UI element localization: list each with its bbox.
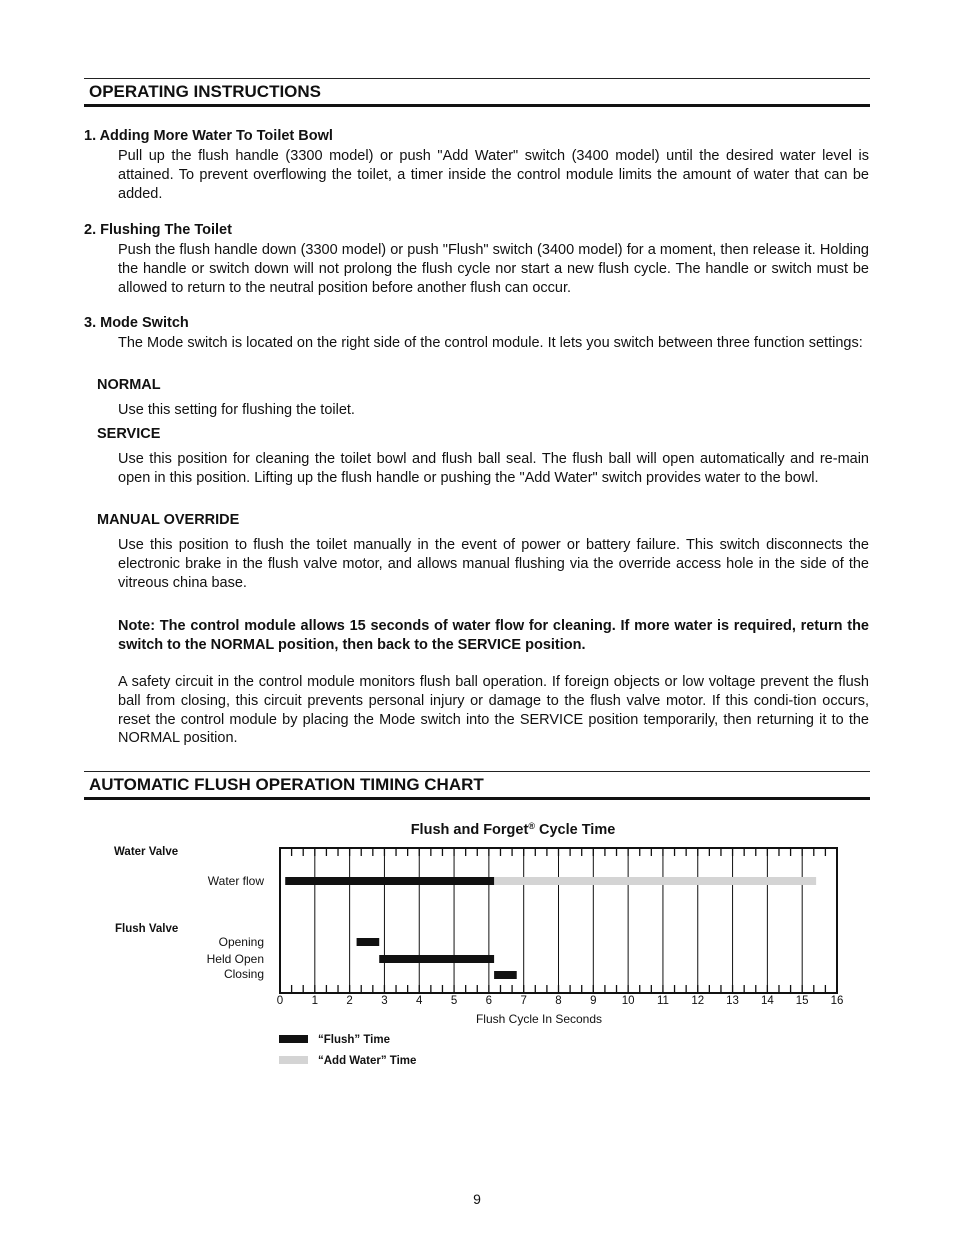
tick-label: 4	[416, 995, 423, 1007]
legend-swatch-flush	[279, 1035, 308, 1043]
tick-label: 7	[520, 995, 527, 1007]
bar-flush	[357, 938, 380, 946]
note-paragraph: Note: The control module allows 15 seconds of water flow for cleaning. If more water is required, return the switch to the NORMAL position, then back to the SERVICE position.	[118, 618, 869, 653]
tick-label: 16	[830, 995, 844, 1007]
timing-chart	[0, 810, 954, 1080]
section-header-timing-chart	[84, 771, 870, 800]
x-axis-label: Flush Cycle In Seconds	[475, 1012, 603, 1026]
item-heading: 3. Mode Switch	[84, 315, 189, 331]
tick-label: 15	[795, 995, 809, 1007]
item-heading: 2. Flushing The Toilet	[84, 222, 232, 238]
item-body: Pull up the flush handle (3300 model) or push "Add Water" switch (3400 model) until the desired water level is attained. To prevent overflowing the toilet, a timer inside the control module limits the amount of water that can be added.	[118, 148, 869, 202]
section-title: OPERATING INSTRUCTIONS	[89, 82, 322, 101]
page-number: 9	[473, 1191, 481, 1207]
subheading-override: MANUAL OVERRIDE	[97, 512, 240, 528]
row-label: Held Open	[206, 952, 264, 966]
bar-flush	[494, 971, 517, 979]
chart-title: Flush and Forget® Cycle Time	[410, 821, 616, 838]
tick-label: 6	[485, 995, 493, 1007]
tick-label: 5	[450, 995, 458, 1007]
tick-label: 1	[311, 995, 319, 1007]
item-body: Push the flush handle down (3300 model) or push "Flush" switch (3400 model) for a moment, then release it. Holding the handle or switch down will not prolong the flush cycle nor start a new flush cycle. The handle or switch must be allowed to return to the neutral position before another flush can occur.	[118, 242, 869, 296]
item-body: The Mode switch is located on the right side of the control module. It lets you switch between three function settings:	[118, 335, 863, 351]
tick-label: 14	[760, 995, 774, 1007]
section-header-operating	[84, 78, 870, 107]
item-heading: 1. Adding More Water To Toilet Bowl	[84, 128, 333, 144]
safety-paragraph: A safety circuit in the control module monitors flush ball operation. If foreign objects or low voltage prevent the flush ball from closing, this circuit prevents personal injury or damage to the flush valve motor. If this condi-tion occurs, reset the control module by placing the Mode switch into the SERVICE position temporarily, then returning it to the NORMAL position.	[118, 674, 869, 747]
legend-label-add-water: “Add Water” Time	[318, 1055, 417, 1067]
row-label: Water flow	[207, 874, 264, 888]
bar-add-water	[494, 877, 816, 885]
tick-label: 10	[621, 995, 635, 1007]
group-label-water-valve: Water Valve	[114, 846, 179, 858]
group-label-flush-valve: Flush Valve	[115, 923, 179, 935]
legend-swatch-add-water	[279, 1056, 308, 1064]
normal-body: Use this setting for flushing the toilet.	[118, 402, 355, 418]
subheading-service: SERVICE	[97, 426, 161, 442]
row-label: Closing	[223, 967, 264, 981]
legend-label-flush: “Flush” Time	[318, 1034, 390, 1046]
bar-flush	[379, 955, 494, 963]
tick-label: 3	[381, 995, 388, 1007]
tick-label: 11	[656, 995, 669, 1007]
tick-label: 8	[555, 995, 562, 1007]
tick-label: 2	[346, 995, 353, 1007]
tick-label: 0	[276, 995, 284, 1007]
bar-flush	[285, 877, 494, 885]
row-label: Opening	[218, 935, 264, 949]
tick-label: 13	[726, 995, 739, 1007]
section-title: AUTOMATIC FLUSH OPERATION TIMING CHART	[89, 775, 484, 794]
subheading-normal: NORMAL	[97, 377, 161, 393]
tick-label: 12	[691, 995, 705, 1007]
service-body: Use this position for cleaning the toilet bowl and flush ball seal. The flush ball will open automatically and re-main open in this position. Lifting up the flush handle or pushing the "Add Water" switch provides water to the bowl.	[118, 451, 869, 486]
tick-label: 9	[590, 995, 597, 1007]
override-body: Use this position to flush the toilet manually in the event of power or battery failure. This switch disconnects the electronic brake in the flush valve motor, and allows manual flushing via the override access hole in the side of the vitreous china base.	[118, 537, 869, 591]
